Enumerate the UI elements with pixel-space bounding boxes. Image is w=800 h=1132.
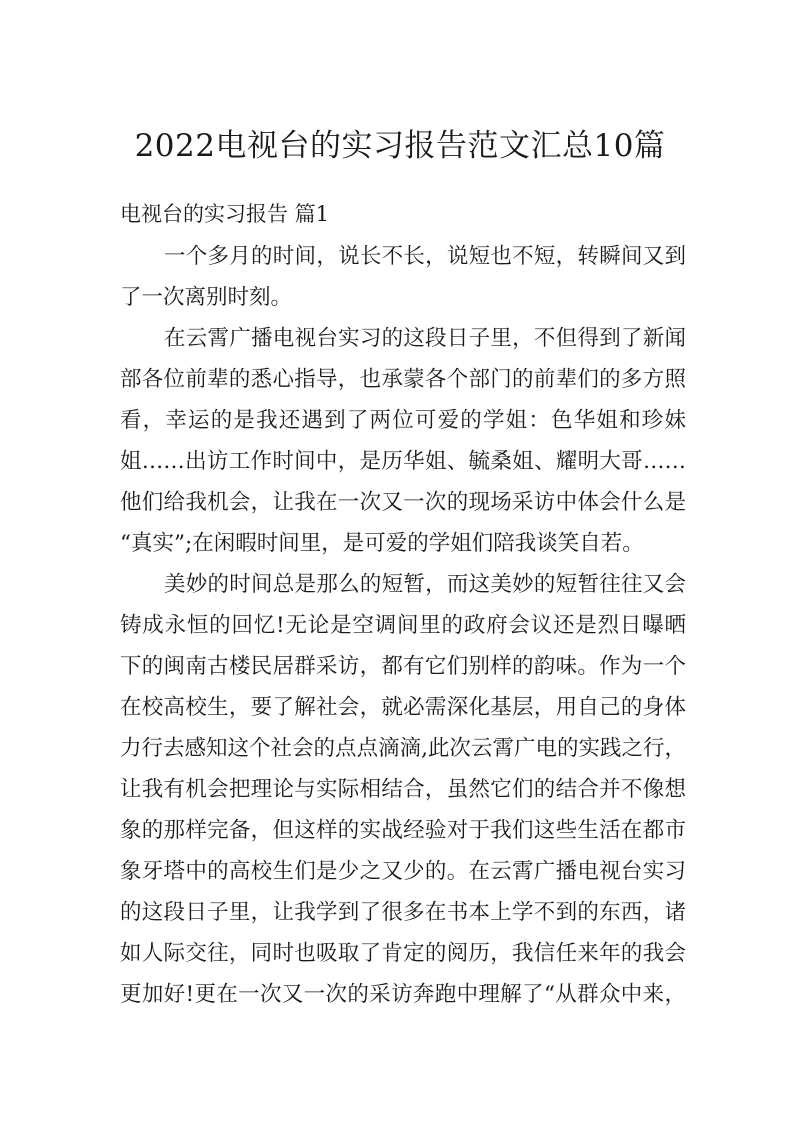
paragraph-line: 的这段日子里，让我学到了很多在书本上学不到的东西，诸 — [120, 900, 686, 925]
paragraph-line: 在云霄广播电视台实习的这段日子里，不但得到了新闻 — [164, 326, 686, 351]
paragraph-line: 一个多月的时间，说长不长，说短也不短，转瞬间又到 — [164, 244, 686, 269]
paragraph-line: 让我有机会把理论与实际相结合，虽然它们的结合并不像想 — [120, 777, 686, 802]
paragraph-line: 铸成永恒的回忆!无论是空调间里的政府会议还是烈日曝晒 — [120, 613, 686, 638]
paragraph-line: 象的那样完备，但这样的实战经验对于我们这些生活在都市 — [120, 818, 686, 843]
paragraph-line: 看，幸运的是我还遇到了两位可爱的学姐：色华姐和珍妹 — [120, 408, 686, 433]
paragraph-line: 部各位前辈的悉心指导，也承蒙各个部门的前辈们的多方照 — [120, 367, 686, 392]
paragraph-line: 下的闽南古楼民居群采访，都有它们别样的韵味。作为一个 — [120, 654, 686, 679]
paragraph-line: 他们给我机会，让我在一次又一次的现场采访中体会什么是 — [120, 490, 686, 515]
section-heading: 电视台的实习报告 篇1 — [120, 202, 330, 226]
paragraph-line: 了一次离别时刻。 — [120, 285, 293, 310]
paragraph-line: 更加好!更在一次又一次的采访奔跑中理解了“从群众中来， — [120, 982, 686, 1007]
document-title: 2022电视台的实习报告范文汇总10篇 — [134, 128, 666, 164]
body-text — [120, 236, 686, 1015]
paragraph-line: 象牙塔中的高校生们是少之又少的。在云霄广播电视台实习 — [120, 859, 686, 884]
paragraph-line: 力行去感知这个社会的点点滴滴,此次云霄广电的实践之行， — [120, 736, 686, 761]
paragraph-line: 如人际交往，同时也吸取了肯定的阅历，我信任来年的我会 — [120, 941, 686, 966]
paragraph-line: 在校高校生，要了解社会，就必需深化基层，用自己的身体 — [120, 695, 686, 720]
paragraph-line: 姐……出访工作时间中，是历华姐、毓桑姐、耀明大哥…… — [120, 449, 686, 474]
paragraph-line: “真实”;在闲暇时间里，是可爱的学姐们陪我谈笑自若。 — [120, 531, 644, 556]
paragraph-line: 美妙的时间总是那么的短暂，而这美妙的短暂往往又会 — [164, 572, 686, 597]
